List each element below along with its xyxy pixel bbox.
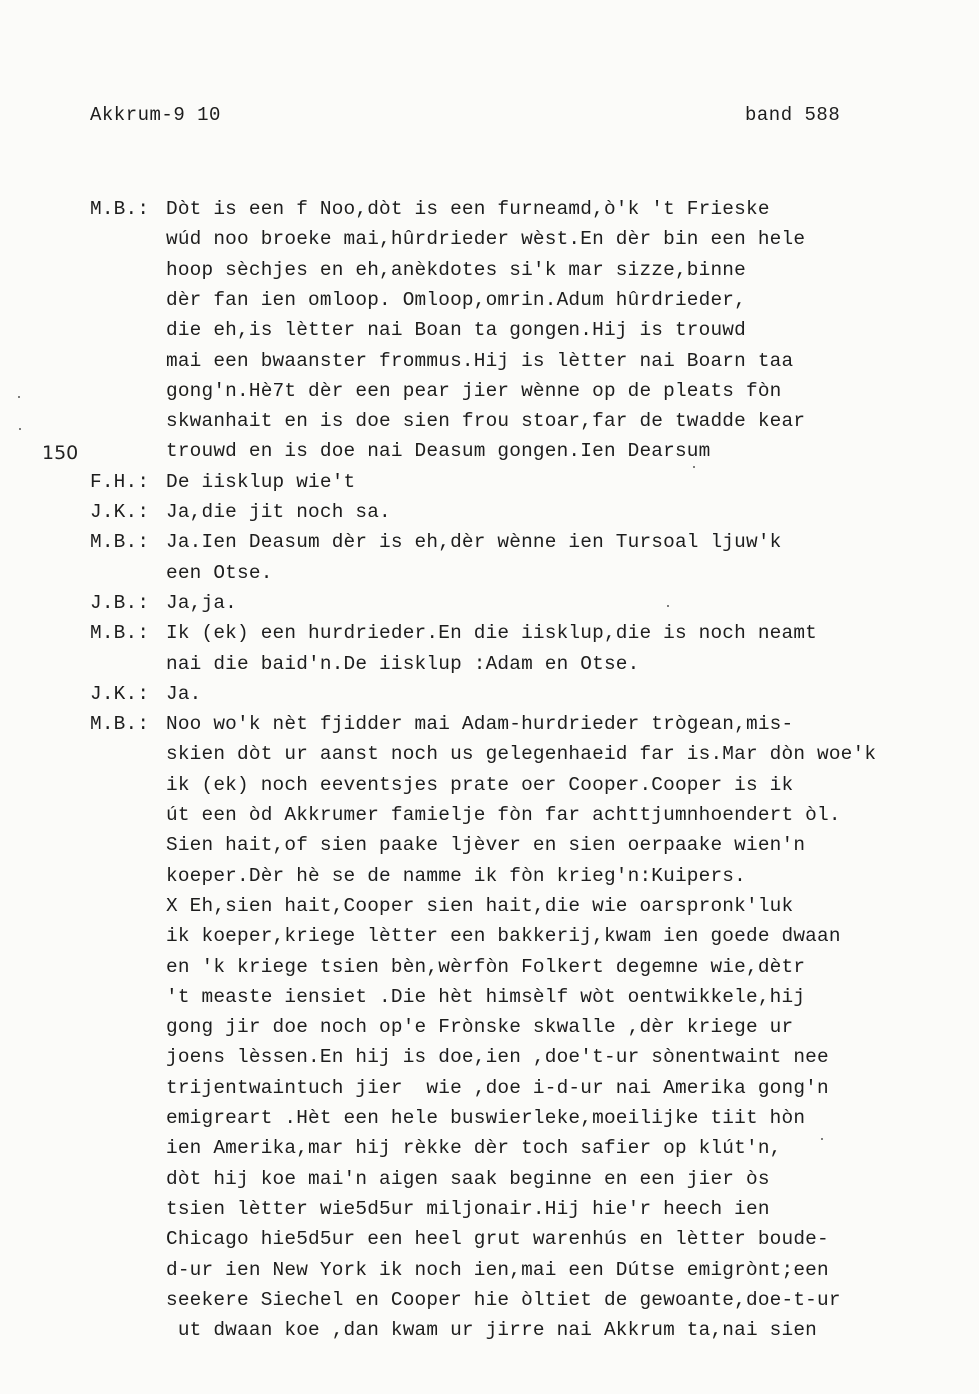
speaker-label: J.K.: — [90, 683, 150, 705]
transcript-line: wúd noo broeke mai,hûrdrieder wèst.En dèr bin een hele — [166, 228, 806, 250]
header-left: Akkrum-9 10 — [90, 104, 221, 126]
transcript-line: ik (ek) noch eeventsjes prate oer Cooper.Cooper is ik — [166, 774, 794, 796]
speaker-label: M.B.: — [90, 622, 150, 644]
transcript-line: ut dwaan koe ,dan kwam ur jirre nai Akkrum ta,nai sien — [166, 1319, 817, 1341]
transcript-line: gong jir doe noch op'e Frònske skwalle ,dèr kriege ur — [166, 1016, 794, 1038]
transcript-line: tsien lètter wie5d5ur miljonair.Hij hie'r heech ien — [166, 1198, 770, 1220]
transcript-line: Ja,ja. — [166, 592, 238, 614]
transcript-line: 't measte iensiet .Die hèt himsèlf wòt oentwikkele,hij — [166, 986, 806, 1008]
margin-number: 150 — [42, 442, 79, 464]
transcript-line: koeper.Dèr hè se de namme ik fòn krieg'n:Kuipers. — [166, 865, 746, 887]
transcript-line: Sien hait,of sien paake ljèver en sien oerpaake wien'n — [166, 834, 806, 856]
transcript-line: út een òd Akkrumer famielje fòn far achttjumnhoendert òl. — [166, 804, 841, 826]
transcript-line: trijentwaintuch jier wie ,doe i-d-ur nai Amerika gong'n — [166, 1077, 829, 1099]
transcript-line: dèr fan ien omloop. Omloop,omrin.Adum hûrdrieder, — [166, 289, 746, 311]
transcript-line: Ja,die jit noch sa. — [166, 501, 391, 523]
speaker-label: J.K.: — [90, 501, 150, 523]
transcript-line: emigreart .Hèt een hele buswierleke,moeilijke tiit hòn — [166, 1107, 806, 1129]
paper-speck — [667, 605, 669, 607]
speaker-label: J.B.: — [90, 592, 150, 614]
transcript-line: joens lèssen.En hij is doe,ien ,doe't-ur sònentwaint nee — [166, 1046, 829, 1068]
transcript-line: mai een bwaanster frommus.Hij is lètter nai Boarn taa — [166, 350, 794, 372]
transcript-line: skwanhait en is doe sien frou stoar,far de twadde kear — [166, 410, 806, 432]
transcript-line: trouwd en is doe nai Deasum gongen.Ien Dearsum — [166, 440, 711, 462]
transcript-line: Noo wo'k nèt fjidder mai Adam-hurdrieder trògean,mis- — [166, 713, 794, 735]
transcript-line: d-ur ien New York ik noch ien,mai een Dútse emigrònt;een — [166, 1259, 829, 1281]
transcript-line: X Eh,sien hait,Cooper sien hait,die wie oarspronk'luk — [166, 895, 794, 917]
paper-speck — [693, 466, 695, 468]
speaker-label: F.H.: — [90, 471, 150, 493]
transcript-line: dòt hij koe mai'n aigen saak beginne en een jier òs — [166, 1168, 770, 1190]
transcript-line: hoop sèchjes en eh,anèkdotes si'k mar sizze,binne — [166, 259, 746, 281]
header-right: band 588 — [745, 104, 841, 126]
paper-speck — [821, 1138, 823, 1140]
transcript-line: Chicago hie5d5ur een heel grut warenhús en lètter boude- — [166, 1228, 829, 1250]
transcript-line: ik koeper,kriege lètter een bakkerij,kwam ien goede dwaan — [166, 925, 841, 947]
paper-speck — [19, 428, 21, 430]
speaker-label: M.B.: — [90, 713, 150, 735]
transcript-line: Ja.Ien Deasum dèr is eh,dèr wènne ien Tursoal ljuw'k — [166, 531, 782, 553]
transcript-line: ien Amerika,mar hij rèkke dèr toch safier op klút'n, — [166, 1137, 782, 1159]
transcript-line: skien dòt ur aanst noch us gelegenhaeid far is.Mar dòn woe'k — [166, 743, 877, 765]
transcript-line: en 'k kriege tsien bèn,wèrfòn Folkert degemne wie,dètr — [166, 956, 806, 978]
transcript-line: nai die baid'n.De iisklup :Adam en Otse. — [166, 653, 640, 675]
transcript-line: De iisklup wie't — [166, 471, 356, 493]
transcript-line: seekere Siechel en Cooper hie òltiet de gewoante,doe-t-ur — [166, 1289, 841, 1311]
transcript-line: een Otse. — [166, 562, 273, 584]
speaker-label: M.B.: — [90, 198, 150, 220]
transcript-line: die eh,is lètter nai Boan ta gongen.Hij is trouwd — [166, 319, 746, 341]
paper-speck — [18, 396, 20, 398]
transcript-line: Ik (ek) een hurdrieder.En die iisklup,die is noch neamt — [166, 622, 817, 644]
transcript-line: Ja. — [166, 683, 202, 705]
speaker-label: M.B.: — [90, 531, 150, 553]
transcript-line: Dòt is een f Noo,dòt is een furneamd,ò'k 't Frieske — [166, 198, 770, 220]
transcript-line: gong'n.Hè7t dèr een pear jier wènne op de pleats fòn — [166, 380, 782, 402]
